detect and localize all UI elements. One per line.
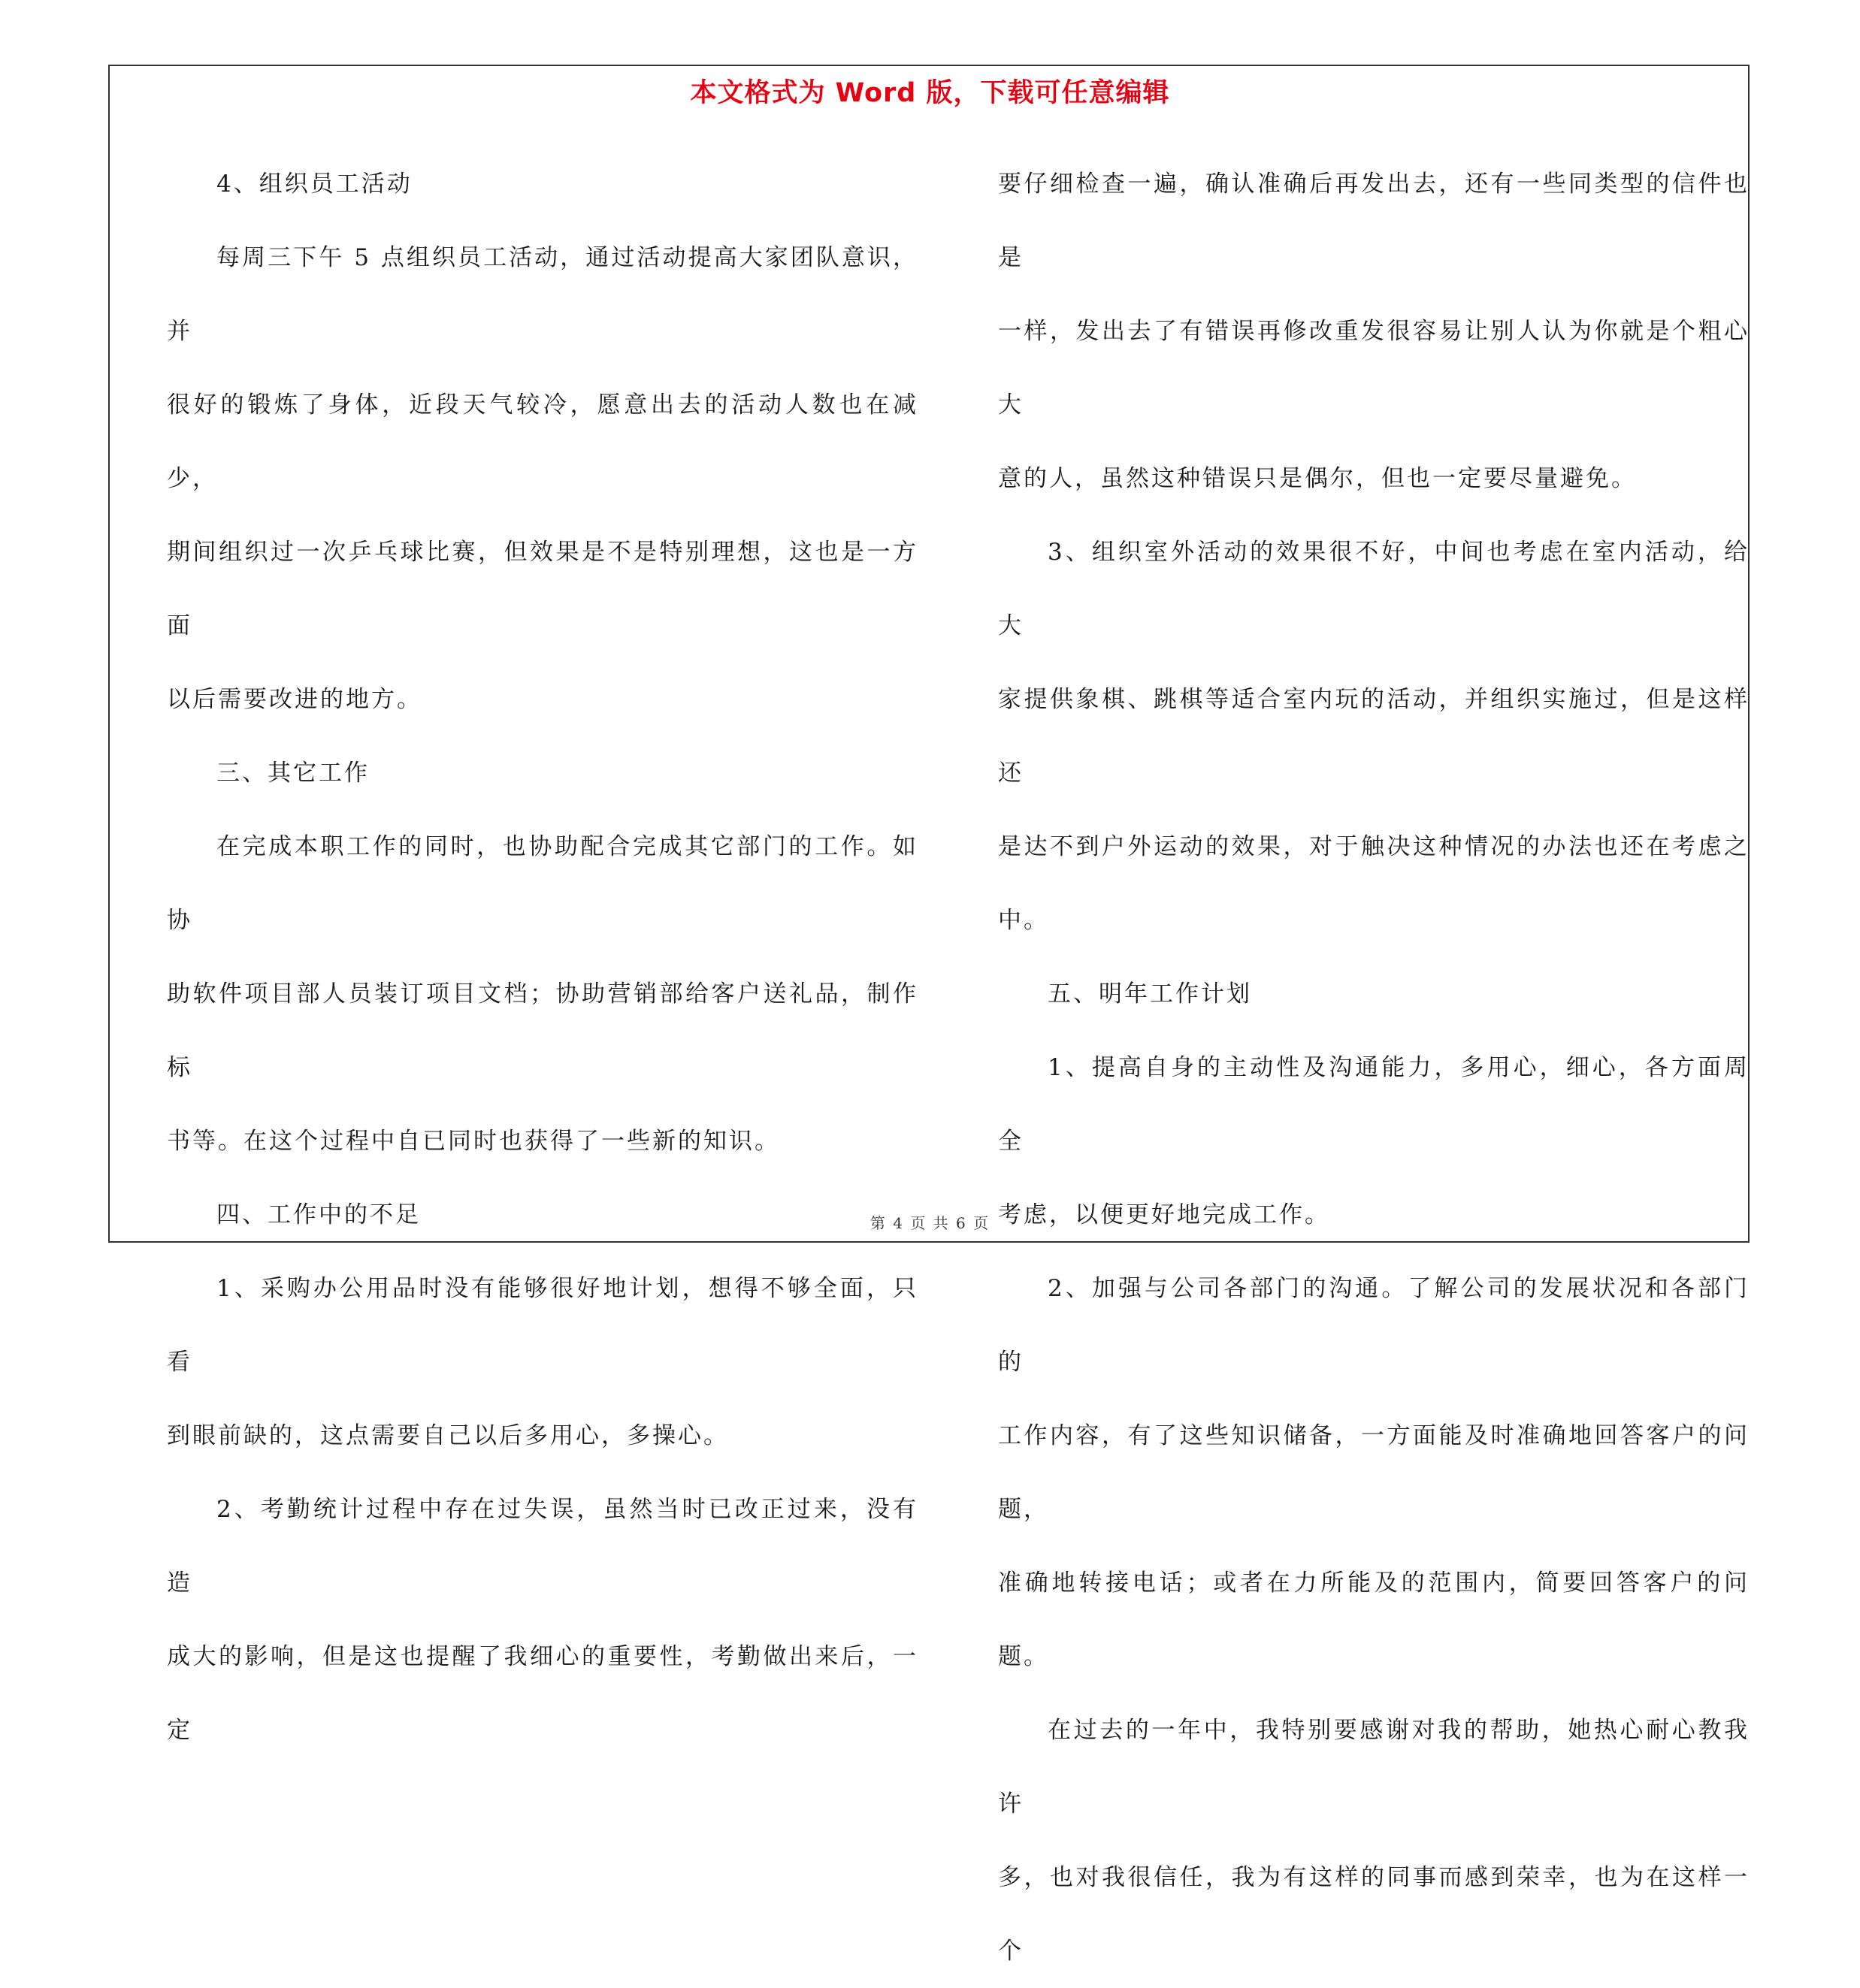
paragraph-line: 很好的锻炼了身体，近段天气较冷，愿意出去的活动人数也在减少， (167, 391, 918, 492)
paragraph-line: 准确地转接电话；或者在力所能及的范围内，简要回答客户的问题。 (998, 1570, 1750, 1670)
paragraph-line: 3、组织室外活动的效果很不好，中间也考虑在室内活动，给大 (998, 539, 1750, 639)
paragraph-line: 1、提高自身的主动性及沟通能力，多用心，细心，各方面周全 (998, 1054, 1750, 1155)
paragraph-line: 助软件项目部人员装订项目文档；协助营销部给客户送礼品，制作标 (167, 980, 918, 1081)
page-footer: 第 4 页 共 6 页 (870, 1214, 990, 1232)
paragraph-line: 家提供象棋、跳棋等适合室内玩的活动，并组织实施过，但是这样还 (998, 686, 1750, 787)
paragraph-line: 期间组织过一次乒乓球比赛，但效果是不是特别理想，这也是一方面 (167, 539, 918, 639)
paragraph-line: 多，也对我很信任，我为有这样的同事而感到荣幸，也为在这样一个 (998, 1864, 1750, 1965)
paragraph-line: 1、采购办公用品时没有能够很好地计划，想得不够全面，只看 (167, 1275, 918, 1376)
paragraph-line: 每周三下午 5 点组织员工活动，通过活动提高大家团队意识，并 (167, 244, 918, 345)
right-column (998, 147, 1750, 1988)
paragraph-line: 成大的影响，但是这也提醒了我细心的重要性，考勤做出来后，一定 (167, 1643, 918, 1744)
left-column (167, 147, 918, 1767)
paragraph-line: 要仔细检查一遍，确认准确后再发出去，还有一些同类型的信件也是 (998, 171, 1750, 271)
paragraph-line: 一样，发出去了有错误再修改重发很容易让别人认为你就是个粗心大 (998, 318, 1750, 418)
paragraph-line: 在过去的一年中，我特别要感谢对我的帮助，她热心耐心教我许 (998, 1717, 1750, 1817)
heading-other-work: 三、其它工作 (216, 760, 370, 787)
paragraph-line: 2、考勤统计过程中存在过失误，虽然当时已改正过来，没有造 (167, 1496, 918, 1597)
paragraph-line: 书等。在这个过程中自已同时也获得了一些新的知识。 (167, 1128, 780, 1155)
paragraph-line: 考虑，以便更好地完成工作。 (998, 1201, 1330, 1228)
header-banner: 本文格式为 Word 版，下载可任意编辑 (690, 78, 1170, 108)
paragraph-line: 在完成本职工作的同时，也协助配合完成其它部门的工作。如协 (167, 833, 918, 934)
paragraph-line: 是达不到户外运动的效果，对于触决这种情况的办法也还在考虑之中。 (998, 833, 1750, 934)
heading-staff-activities: 4、组织员工活动 (216, 171, 413, 198)
paragraph-line: 意的人，虽然这种错误只是偶尔，但也一定要尽量避免。 (998, 465, 1637, 492)
paragraph-line: 到眼前缺的，这点需要自己以后多用心，多操心。 (167, 1422, 729, 1449)
paragraph-line: 2、加强与公司各部门的沟通。了解公司的发展状况和各部门的 (998, 1275, 1750, 1376)
heading-shortcomings: 四、工作中的不足 (216, 1201, 421, 1228)
paragraph-line: 以后需要改进的地方。 (167, 686, 422, 713)
paragraph-line: 工作内容，有了这些知识储备，一方面能及时准确地回答客户的问题， (998, 1422, 1750, 1523)
heading-next-year-plan: 五、明年工作计划 (1048, 980, 1252, 1008)
